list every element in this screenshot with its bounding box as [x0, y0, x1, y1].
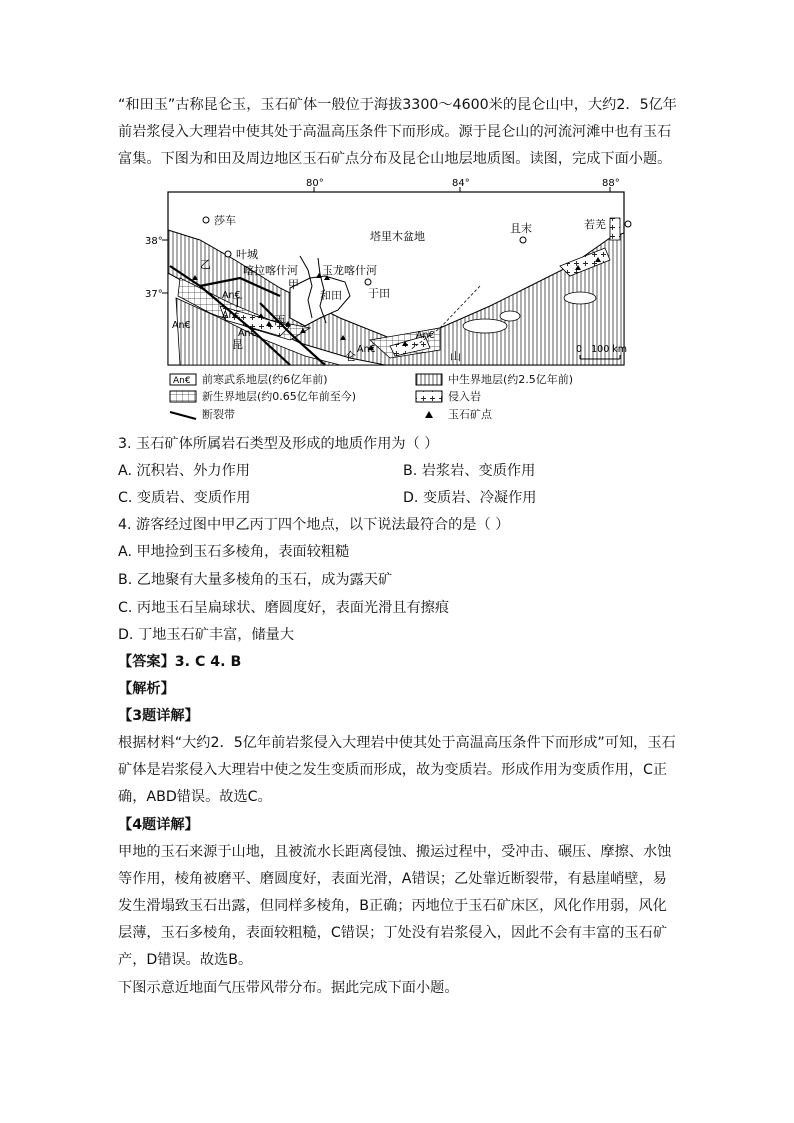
place-label: 塔里木盆地 — [370, 230, 425, 243]
legend-text: 中生界地层(约2.5亿年前) — [448, 373, 574, 386]
legend-text: 前寒武系地层(约6亿年前) — [202, 373, 328, 386]
q3-detail-heading: 【3题详解】 — [118, 708, 199, 724]
q3-detail-text: 根据材料“大约2．5亿年前岩浆侵入大理岩中使其处于高温高压条件下而形成”可知，玉石矿体是岩浆侵入大理岩中使之发生变质而形成，故为变质岩。形成作用为变质作用，C正确，ABD错误。故选C。 — [118, 735, 676, 805]
q3-option-d: D. 变质岩、冷凝作用 — [403, 490, 537, 506]
q3-option-c: C. 变质岩、变质作用 — [118, 490, 251, 506]
q4-option-a: A. 甲地捡到玉石多棱角，表面较粗糙 — [118, 544, 350, 560]
precambrian-symbol: An€ — [416, 330, 435, 341]
answer-line: 【答案】3. C 4. B — [118, 654, 242, 670]
point-label-bing: 丙 — [274, 314, 285, 327]
intro-paragraph: “和田玉”古称昆仑玉，玉石矿体一般位于海拔3300～4600米的昆仑山中，大约2．5亿年前岩浆侵入大理岩中使其处于高温高压条件下而形成。源于昆仑山的河流河滩中也有玉石富集。下图为和田及周边地区玉石矿点分布及昆仑山地层地质图。读图，完成下面小题。 — [118, 97, 677, 167]
question-3-stem: 3. 玉石矿体所属岩石类型及形成的地质作用为（ ） — [118, 436, 439, 452]
lat-label: 37° — [145, 289, 163, 300]
legend-swatch-mesozoic — [416, 374, 442, 385]
geology-map-figure — [140, 178, 640, 430]
legend-swatch-fault — [170, 412, 196, 419]
q4-option-d: D. 丁地玉石矿丰富，储量大 — [118, 627, 295, 643]
scale-label: 0 100 km — [576, 344, 628, 355]
place-label: 喀拉喀什河 — [243, 264, 298, 277]
q4-option-c: C. 丙地玉石呈扁球状、磨圆度好，表面光滑且有擦痕 — [118, 600, 450, 616]
precambrian-symbol: An€ — [357, 344, 376, 355]
q4-detail-heading: 【4题详解】 — [118, 817, 199, 833]
precambrian-symbol: An€ — [222, 290, 241, 301]
place-label: 若羌 — [584, 218, 606, 231]
lon-label: 80° — [306, 178, 324, 189]
legend-code: An€ — [173, 376, 191, 386]
point-label-yi: 乙 — [200, 258, 211, 271]
precambrian-symbol: An€ — [238, 328, 257, 339]
place-label: 且末 — [510, 222, 532, 235]
precambrian-symbol: An€ — [222, 310, 241, 321]
q3-option-b: B. 岩浆岩、变质作用 — [403, 463, 536, 479]
point-label-jia: 甲 — [288, 278, 299, 291]
lon-label: 88° — [602, 178, 620, 189]
place-label: 叶城 — [236, 248, 258, 261]
precambrian-symbol: An€ — [172, 320, 191, 331]
legend-text: 侵入岩 — [448, 390, 481, 403]
place-label: 和田 — [320, 289, 342, 302]
legend-text: 玉石矿点 — [448, 408, 492, 421]
place-label: 玉龙喀什河 — [322, 264, 377, 277]
mountain-char: 昆 — [232, 338, 243, 351]
q4-detail-text: 甲地的玉石来源于山地，且被流水长距离侵蚀、搬运过程中，受冲击、碾压、摩擦、水蚀等作用，棱角被磨平、磨圆度好，表面光滑，A错误；乙处靠近断裂带，有悬崖峭壁，易发生滑塌致玉石出露，但同样多棱角，B正确；丙地位于玉石矿床区，风化作用弱，风化层薄，玉石多棱角，表面较粗糙，C错误；丁处没有岩浆侵入，因此不会有丰富的玉石矿产，D错误。故选B。 — [118, 844, 672, 968]
mountain-char: 仑 — [345, 350, 356, 363]
legend-text: 新生界地层(约0.65亿年前至今) — [202, 390, 357, 403]
lat-label: 38° — [145, 236, 163, 247]
mountain-char: 山 — [450, 350, 461, 363]
next-section-intro: 下图示意近地面气压带风带分布。据此完成下面小题。 — [118, 980, 459, 996]
legend-swatch-jade — [425, 411, 433, 418]
place-label: 于田 — [368, 287, 390, 300]
question-4-stem: 4. 游客经过图中甲乙丙丁四个地点，以下说法最符合的是（ ） — [118, 517, 510, 533]
q4-option-b: B. 乙地聚有大量多棱角的玉石，成为露天矿 — [118, 572, 393, 588]
q3-option-a: A. 沉积岩、外力作用 — [118, 463, 250, 479]
analysis-heading: 【解析】 — [118, 681, 175, 697]
place-label: 莎车 — [214, 214, 236, 227]
legend-swatch-cenozoic — [170, 391, 196, 402]
point-label-ding: 丁 — [232, 296, 243, 309]
legend-swatch-intrusive — [416, 391, 442, 402]
legend-text: 断裂带 — [202, 408, 235, 421]
lon-label: 84° — [452, 178, 470, 189]
